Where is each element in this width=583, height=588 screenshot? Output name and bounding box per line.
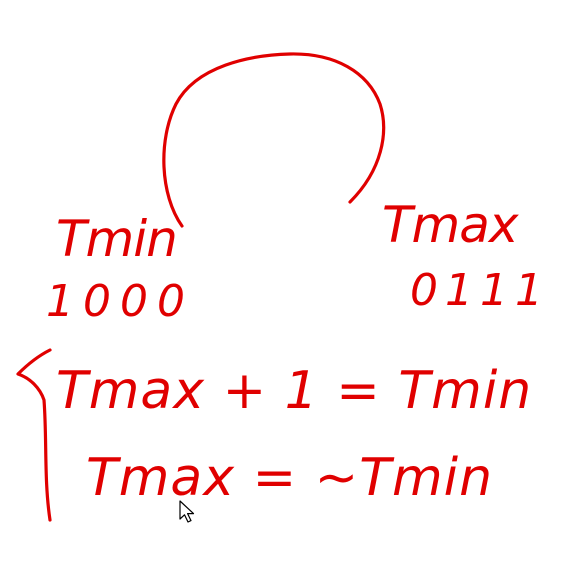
wraparound-arc: [164, 54, 384, 226]
tmin-bits: 1000: [46, 276, 194, 327]
equation-1: Tmax + 1 = Tmin: [56, 361, 533, 421]
tmax-label: Tmax: [382, 196, 518, 254]
equation-2: Tmax = ~Tmin: [86, 448, 494, 508]
equation-brace: [18, 350, 50, 520]
tmax-bits: 0111: [410, 265, 550, 316]
tmin-label: Tmin: [56, 210, 177, 268]
mouse-pointer-icon: [178, 500, 198, 524]
